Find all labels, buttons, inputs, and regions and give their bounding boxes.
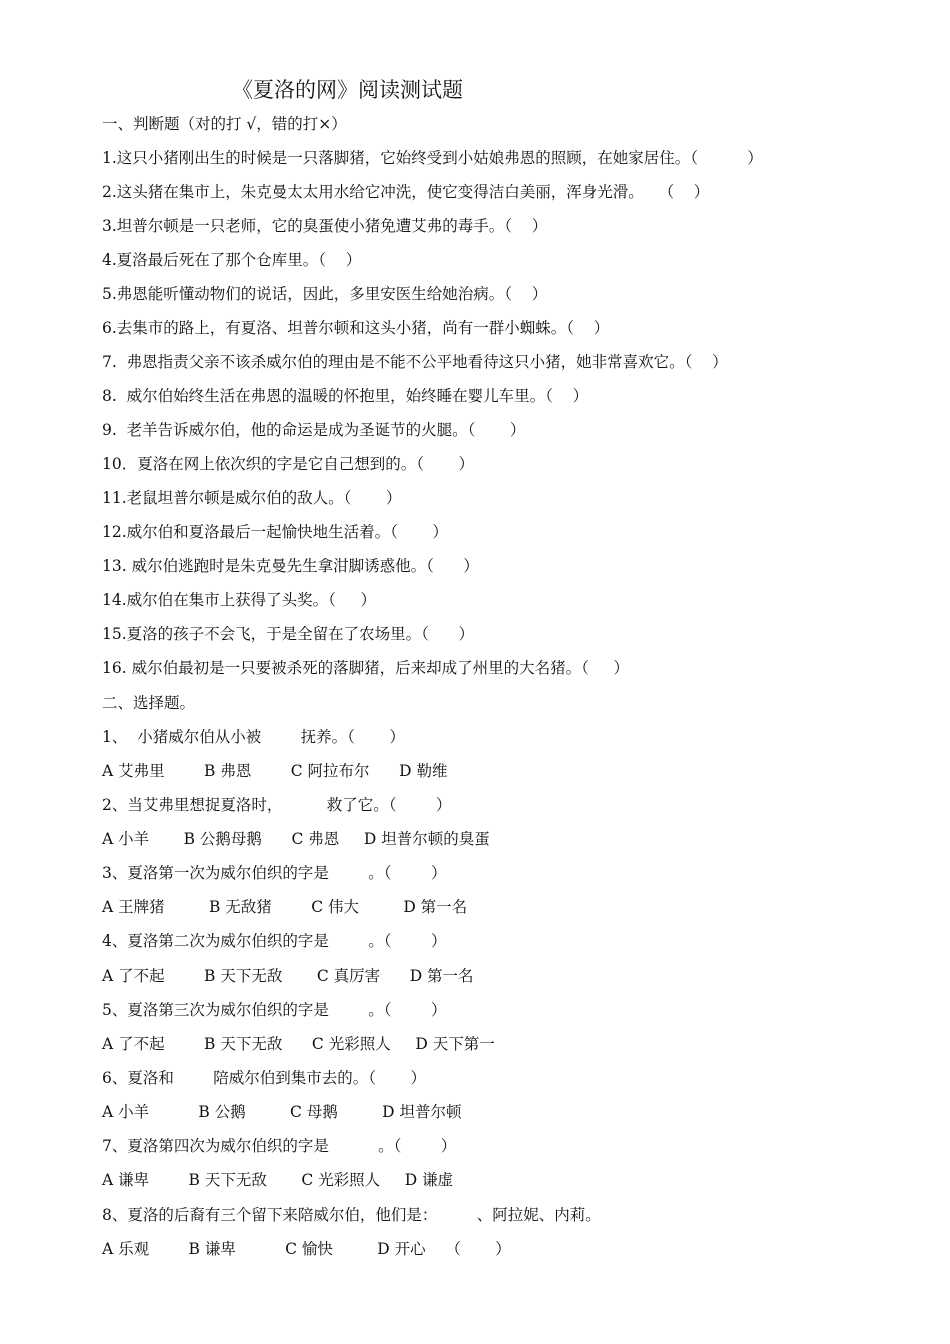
true-false-item-4: 4.夏洛最后死在了那个仓库里。（ ） bbox=[102, 251, 362, 269]
choice-question-4: 4、夏洛第二次为威尔伯织的字是 。（ ） bbox=[102, 932, 447, 950]
choice-options-6: A 小羊 B 公鹅 C 母鹅 D 坦普尔顿 bbox=[102, 1103, 462, 1121]
choice-options-5: A 了不起 B 天下无敌 C 光彩照人 D 天下第一 bbox=[102, 1035, 495, 1053]
true-false-item-15: 15.夏洛的孩子不会飞，于是全留在了农场里。（ ） bbox=[102, 625, 474, 643]
choice-options-3: A 王牌猪 B 无敌猪 C 伟大 D 第一名 bbox=[102, 898, 468, 916]
true-false-item-7: 7. 弗恩指责父亲不该杀威尔伯的理由是不能不公平地看待这只小猪，她非常喜欢它。（ ） bbox=[102, 353, 728, 371]
document-title: 《夏洛的网》阅读测试题 bbox=[232, 78, 463, 102]
choice-options-7: A 谦卑 B 天下无敌 C 光彩照人 D 谦虚 bbox=[102, 1171, 454, 1189]
true-false-item-9: 9. 老羊告诉威尔伯，他的命运是成为圣诞节的火腿。（ ） bbox=[102, 421, 526, 439]
true-false-item-11: 11.老鼠坦普尔顿是威尔伯的敌人。（ ） bbox=[102, 489, 402, 507]
true-false-item-5: 5.弗恩能听懂动物们的说话，因此，多里安医生给她治病。（ ） bbox=[102, 285, 548, 303]
choice-question-1: 1、 小猪威尔伯从小被 抚养。（ ） bbox=[102, 728, 405, 746]
true-false-item-14: 14.威尔伯在集市上获得了头奖。（ ） bbox=[102, 591, 377, 609]
choice-question-2: 2、当艾弗里想捉夏洛时， 救了它。（ ） bbox=[102, 796, 452, 814]
section-heading-multiple-choice: 二、选择题。 bbox=[102, 694, 196, 712]
choice-options-4: A 了不起 B 天下无敌 C 真厉害 D 第一名 bbox=[102, 967, 474, 985]
true-false-item-16: 16. 威尔伯最初是一只要被杀死的落脚猪，后来却成了州里的大名猪。（ ） bbox=[102, 659, 629, 677]
true-false-item-10: 10．夏洛在网上依次织的字是它自己想到的。（ ） bbox=[102, 455, 474, 473]
true-false-item-6: 6.去集市的路上，有夏洛、坦普尔顿和这头小猪，尚有一群小蜘蛛。（ ） bbox=[102, 319, 610, 337]
section-heading-true-false: 一、判断题（对的打 √，错的打×） bbox=[102, 115, 347, 133]
choice-options-2: A 小羊 B 公鹅母鹅 C 弗恩 D 坦普尔顿的臭蛋 bbox=[102, 830, 490, 848]
true-false-item-1: 1.这只小猪刚出生的时候是一只落脚猪，它始终受到小姑娘弗恩的照顾，在她家居住。（ ） bbox=[102, 149, 763, 167]
choice-question-8: 8、夏洛的后裔有三个留下来陪威尔伯，他们是： 、阿拉妮、内莉。 bbox=[102, 1206, 601, 1224]
true-false-item-2: 2.这头猪在集市上，朱克曼太太用水给它冲洗，使它变得洁白美丽，浑身光滑。 （ ） bbox=[102, 183, 710, 201]
choice-options-8: A 乐观 B 谦卑 C 愉快 D 开心 （ ） bbox=[102, 1240, 511, 1258]
choice-options-1: A 艾弗里 B 弗恩 C 阿拉布尔 D 勒维 bbox=[102, 762, 448, 780]
choice-question-3: 3、夏洛第一次为威尔伯织的字是 。（ ） bbox=[102, 864, 447, 882]
choice-question-5: 5、夏洛第三次为威尔伯织的字是 。（ ） bbox=[102, 1001, 447, 1019]
choice-question-7: 7、夏洛第四次为威尔伯织的字是 。（ ） bbox=[102, 1137, 457, 1155]
true-false-item-13: 13. 威尔伯逃跑时是朱克曼先生拿泔脚诱惑他。（ ） bbox=[102, 557, 479, 575]
true-false-item-8: 8. 威尔伯始终生活在弗恩的温暖的怀抱里，始终睡在婴儿车里。（ ） bbox=[102, 387, 589, 405]
true-false-item-12: 12.威尔伯和夏洛最后一起愉快地生活着。（ ） bbox=[102, 523, 448, 541]
choice-question-6: 6、夏洛和 陪威尔伯到集市去的。（ ） bbox=[102, 1069, 427, 1087]
true-false-item-3: 3.坦普尔顿是一只老师，它的臭蛋使小猪免遭艾弗的毒手。（ ） bbox=[102, 217, 548, 235]
